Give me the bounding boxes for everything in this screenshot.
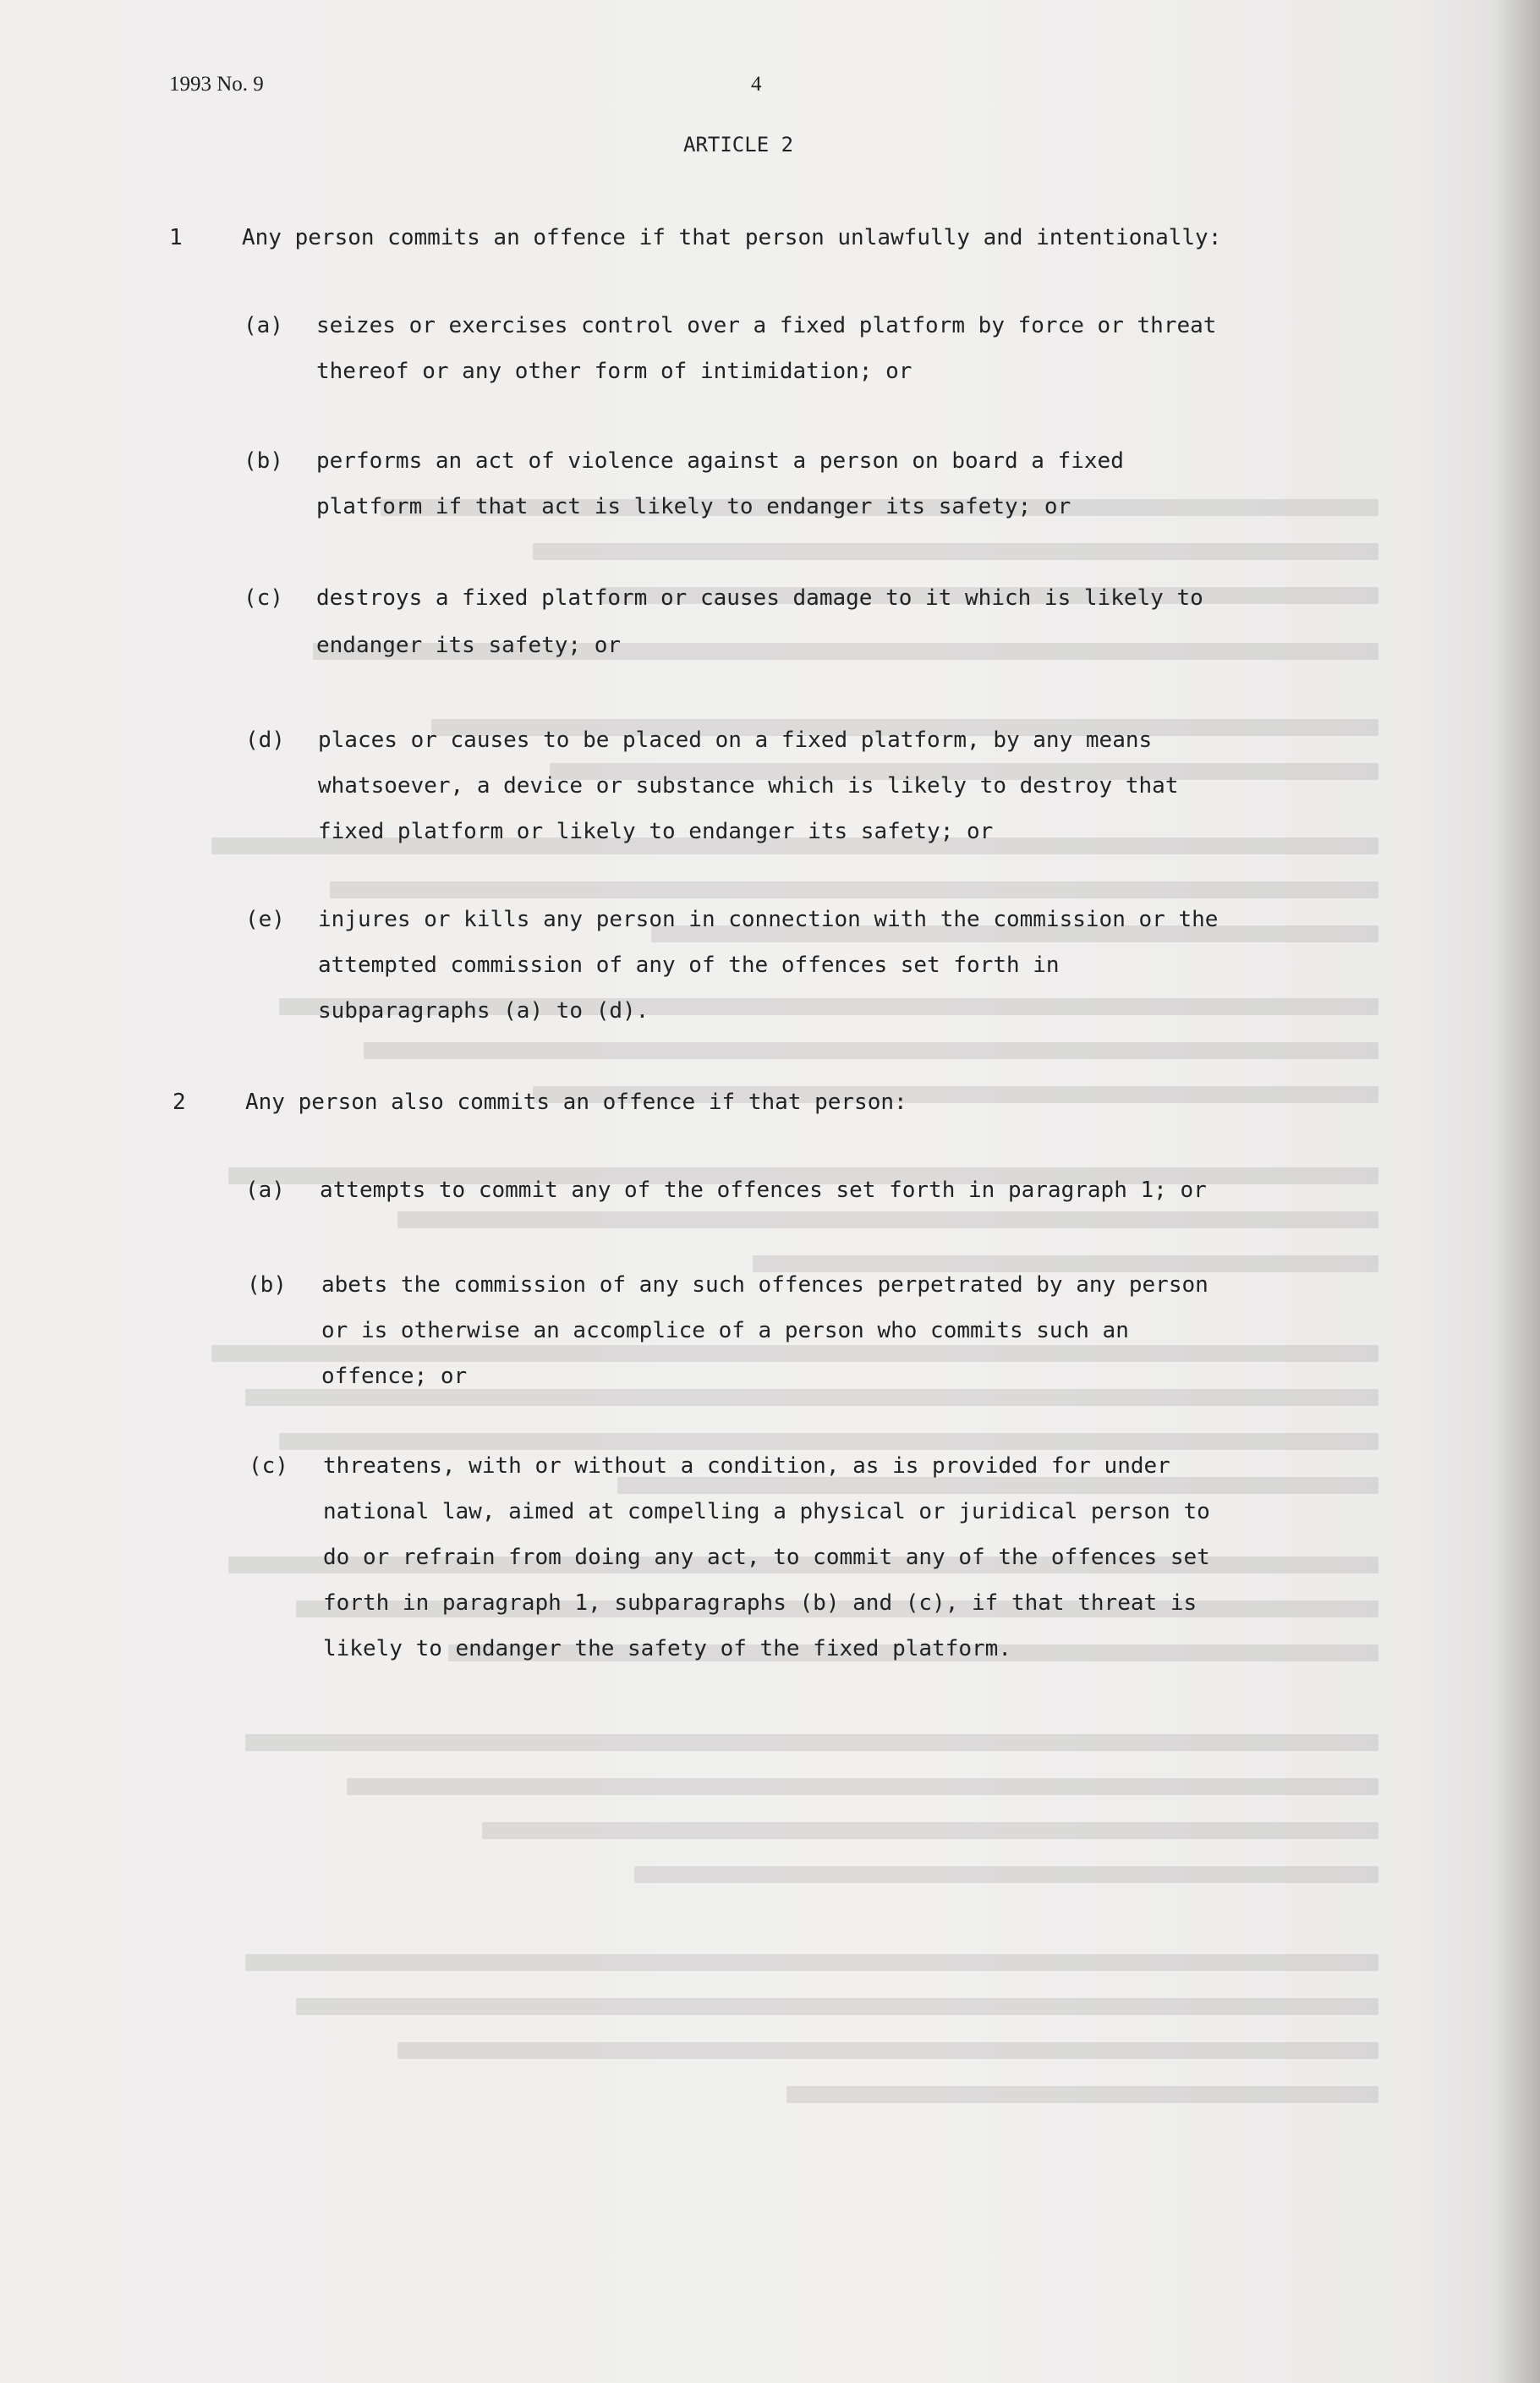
item-line: national law, aimed at compelling a physical or juridical person to <box>323 1499 1210 1524</box>
item-line: forth in paragraph 1, subparagraphs (b) and (c), if that threat is <box>323 1590 1197 1616</box>
item-label: (a) <box>245 1178 285 1203</box>
item-label: (c) <box>249 1453 288 1479</box>
paragraph-number-2: 2 <box>173 1090 186 1115</box>
item-line: attempted commission of any of the offences set forth in <box>318 953 1060 978</box>
item-line: threatens, with or without a condition, as is provided for under <box>323 1453 1170 1479</box>
paragraph-2-intro: Any person also commits an offence if that person: <box>245 1090 907 1115</box>
item-line: fixed platform or likely to endanger its safety; or <box>318 819 994 844</box>
item-line: likely to endanger the safety of the fixed platform. <box>323 1636 1011 1661</box>
item-line: thereof or any other form of intimidation; or <box>316 359 912 384</box>
paragraph-1-intro: Any person commits an offence if that person unlawfully and intentionally: <box>242 225 1222 250</box>
item-line: places or causes to be placed on a fixed platform, by any means <box>318 728 1153 753</box>
paragraph-number-1: 1 <box>169 225 183 250</box>
item-line: endanger its safety; or <box>316 633 622 658</box>
item-line: or is otherwise an accomplice of a person who commits such an <box>321 1318 1129 1343</box>
item-label: (a) <box>244 313 283 338</box>
item-line: do or refrain from doing any act, to commit any of the offences set <box>323 1545 1210 1570</box>
item-label: (d) <box>245 728 285 753</box>
item-label: (b) <box>244 448 283 474</box>
item-label: (b) <box>247 1272 287 1298</box>
article-title: ARTICLE 2 <box>683 133 794 156</box>
page-number: 4 <box>751 73 762 96</box>
item-line: subparagraphs (a) to (d). <box>318 998 649 1024</box>
item-line: injures or kills any person in connection with the commission or the <box>318 907 1219 932</box>
item-line: abets the commission of any such offences perpetrated by any person <box>321 1272 1208 1298</box>
item-line: offence; or <box>321 1364 468 1389</box>
page-edge-shadow <box>1493 0 1540 2383</box>
item-line: attempts to commit any of the offences set forth in paragraph 1; or <box>320 1178 1207 1203</box>
item-line: performs an act of violence against a person on board a fixed <box>316 448 1124 474</box>
document-reference: 1993 No. 9 <box>169 73 264 96</box>
item-line: seizes or exercises control over a fixed platform by force or threat <box>316 313 1217 338</box>
item-label: (c) <box>244 585 283 611</box>
item-line: destroys a fixed platform or causes damage to it which is likely to <box>316 585 1203 611</box>
item-line: whatsoever, a device or substance which is likely to destroy that <box>318 773 1179 799</box>
item-line: platform if that act is likely to endanger its safety; or <box>316 494 1071 519</box>
item-label: (e) <box>245 907 285 932</box>
